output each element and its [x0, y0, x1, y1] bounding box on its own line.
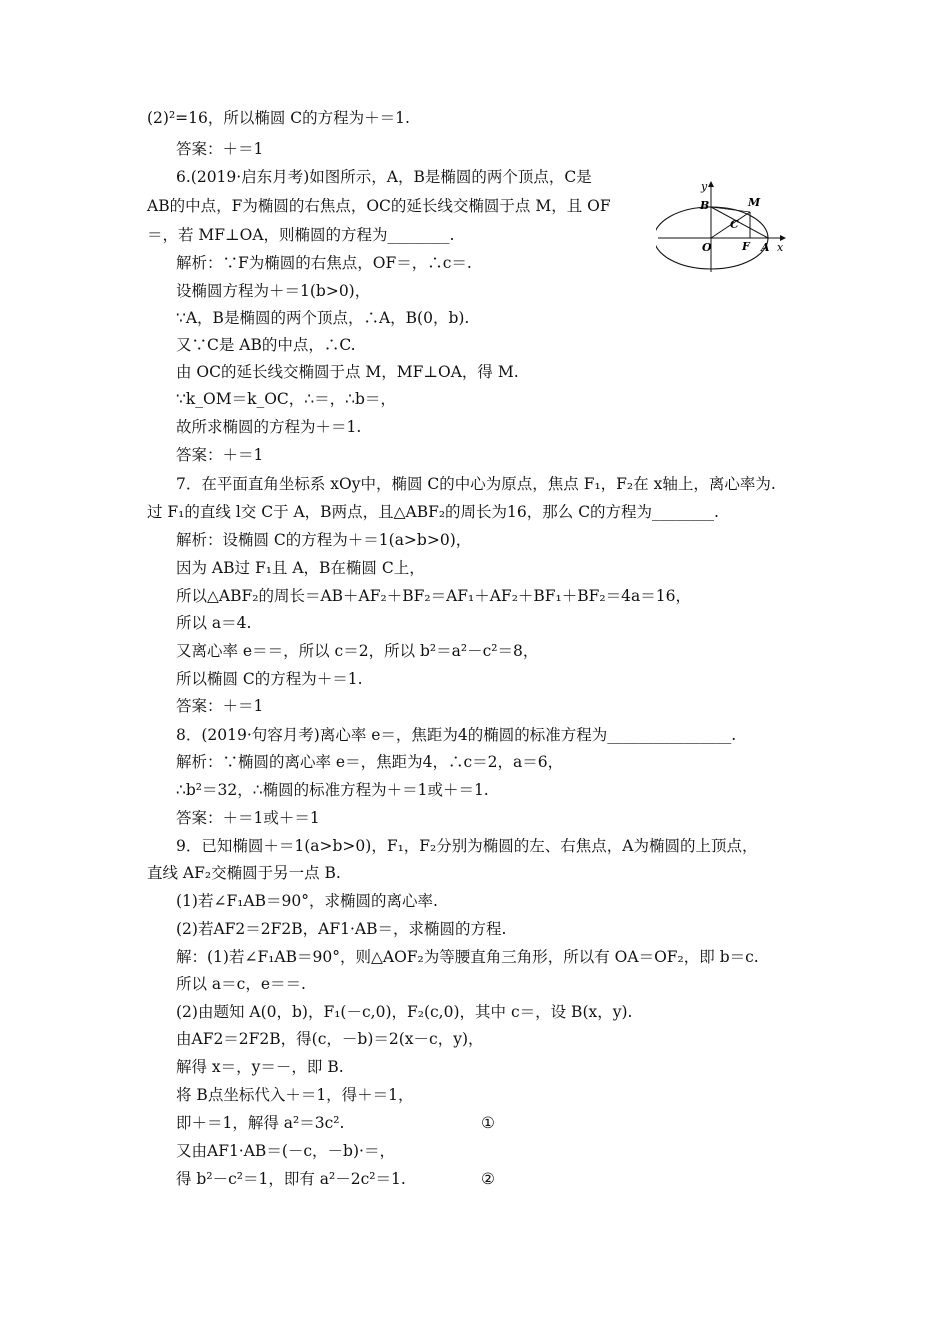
text-line: 所以 a＝c，e＝＝.: [176, 975, 306, 993]
text-line: 由 OC的延长线交椭圆于点 M，MF⊥OA，得 M.: [176, 363, 519, 381]
equation-number: ①: [481, 1114, 495, 1132]
text-line: 6.(2019·启东月考)如图所示，A，B是椭圆的两个顶点，C是: [176, 168, 592, 186]
equation-number: ②: [481, 1170, 495, 1188]
text-line: 又∵C是 AB的中点，∴C.: [176, 336, 356, 354]
text-line: 因为 AB过 F₁且 A，B在椭圆 C上，: [176, 559, 425, 577]
label-M: M: [748, 196, 761, 209]
text-line: 过 F₁的直线 l交 C于 A，B两点，且△ABF₂的周长为16，那么 C的方程为________.: [147, 503, 719, 521]
text-line: 由AF2＝2F2B，得(c，－b)＝2(x－c，y)，: [176, 1030, 484, 1048]
text-line: 将 B点坐标代入＋＝1，得＋＝1，: [176, 1086, 414, 1104]
text-line: 解析：设椭圆 C的方程为＋＝1(a>b>0)，: [176, 531, 472, 549]
text-line: 7．在平面直角坐标系 xOy中，椭圆 C的中心为原点，焦点 F₁，F₂在 x轴上，离心率为.: [176, 475, 776, 493]
text-line: 所以椭圆 C的方程为＋＝1.: [176, 670, 363, 688]
text-line: 设椭圆方程为＋＝1(b>0)，: [176, 282, 371, 300]
text-line: 解析：∵椭圆的离心率 e＝，焦距为4，∴c＝2，a＝6，: [176, 753, 564, 771]
ellipse-diagram: [656, 178, 786, 272]
label-B: B: [700, 199, 710, 212]
text-line: (1)若∠F₁AB＝90°，求椭圆的离心率.: [176, 892, 438, 910]
ellipse-figure: [656, 178, 786, 272]
text-line: ＝，若 MF⊥OA，则椭圆的方程为________.: [147, 226, 455, 244]
label-O: O: [702, 241, 712, 254]
label-F: F: [742, 240, 750, 253]
text-line: 又由AF1·AB＝(－c，－b)·＝，: [176, 1142, 395, 1160]
text-line: 答案：＋＝1: [176, 446, 264, 464]
text-line: 直线 AF₂交椭圆于另一点 B.: [147, 864, 341, 882]
text-line: 又离心率 e＝＝，所以 c＝2，所以 b²＝a²－c²＝8，: [176, 642, 539, 660]
text-line: 故所求椭圆的方程为＋＝1.: [176, 418, 362, 436]
text-line: 解析：∵F为椭圆的右焦点，OF＝，∴c＝.: [176, 254, 472, 272]
text-line: 即＋＝1，解得 a²＝3c².: [176, 1114, 345, 1132]
text-line: ∵A，B是椭圆的两个顶点，∴A，B(0，b).: [176, 309, 470, 327]
text-line: (2)若AF2＝2F2B，AF1·AB＝，求椭圆的方程.: [176, 920, 507, 938]
text-line: 解得 x＝，y＝－，即 B.: [176, 1058, 344, 1076]
text-line: 得 b²－c²＝1，即有 a²－2c²＝1.: [176, 1170, 406, 1188]
text-line: ∵k_OM＝k_OC，∴＝，∴b＝，: [176, 390, 396, 408]
label-y: y: [701, 180, 708, 193]
text-line: 9．已知椭圆＋＝1(a>b>0)，F₁，F₂分别为椭圆的左、右焦点，A为椭圆的上顶点，: [176, 837, 758, 855]
text-line: 答案：＋＝1或＋＝1: [176, 809, 320, 827]
label-x: x: [777, 241, 784, 254]
text-line: (2)由题知 A(0，b)，F₁(－c,0)，F₂(c,0)，其中 c＝，设 B(x，y).: [176, 1003, 633, 1021]
segment-BM: [711, 207, 750, 212]
text-line: 答案：＋＝1: [176, 697, 264, 715]
text-line: 所以 a＝4.: [176, 614, 252, 632]
text-line: 答案：＋＝1: [176, 140, 264, 158]
text-line: (2)²=16，所以椭圆 C的方程为＋＝1.: [147, 109, 410, 127]
text-line: 解：(1)若∠F₁AB＝90°，则△AOF₂为等腰直角三角形，所以有 OA＝OF₂，即 b＝c.: [176, 948, 759, 966]
text-line: 所以△ABF₂的周长＝AB＋AF₂＋BF₂＝AF₁＋AF₂＋BF₁＋BF₂＝4a＝16，: [176, 587, 691, 605]
text-line: ∴b²＝32，∴椭圆的标准方程为＋＝1或＋＝1.: [176, 781, 489, 799]
text-line: 8．(2019·句容月考)离心率 e＝，焦距为4的椭圆的标准方程为________________.: [176, 726, 737, 744]
label-C: C: [730, 218, 739, 231]
segment-AB: [711, 207, 768, 238]
y-axis-arrow: [708, 181, 714, 187]
text-line: AB的中点，F为椭圆的右焦点，OC的延长线交椭圆于点 M，且 OF: [147, 197, 611, 215]
label-A: A: [761, 241, 770, 254]
